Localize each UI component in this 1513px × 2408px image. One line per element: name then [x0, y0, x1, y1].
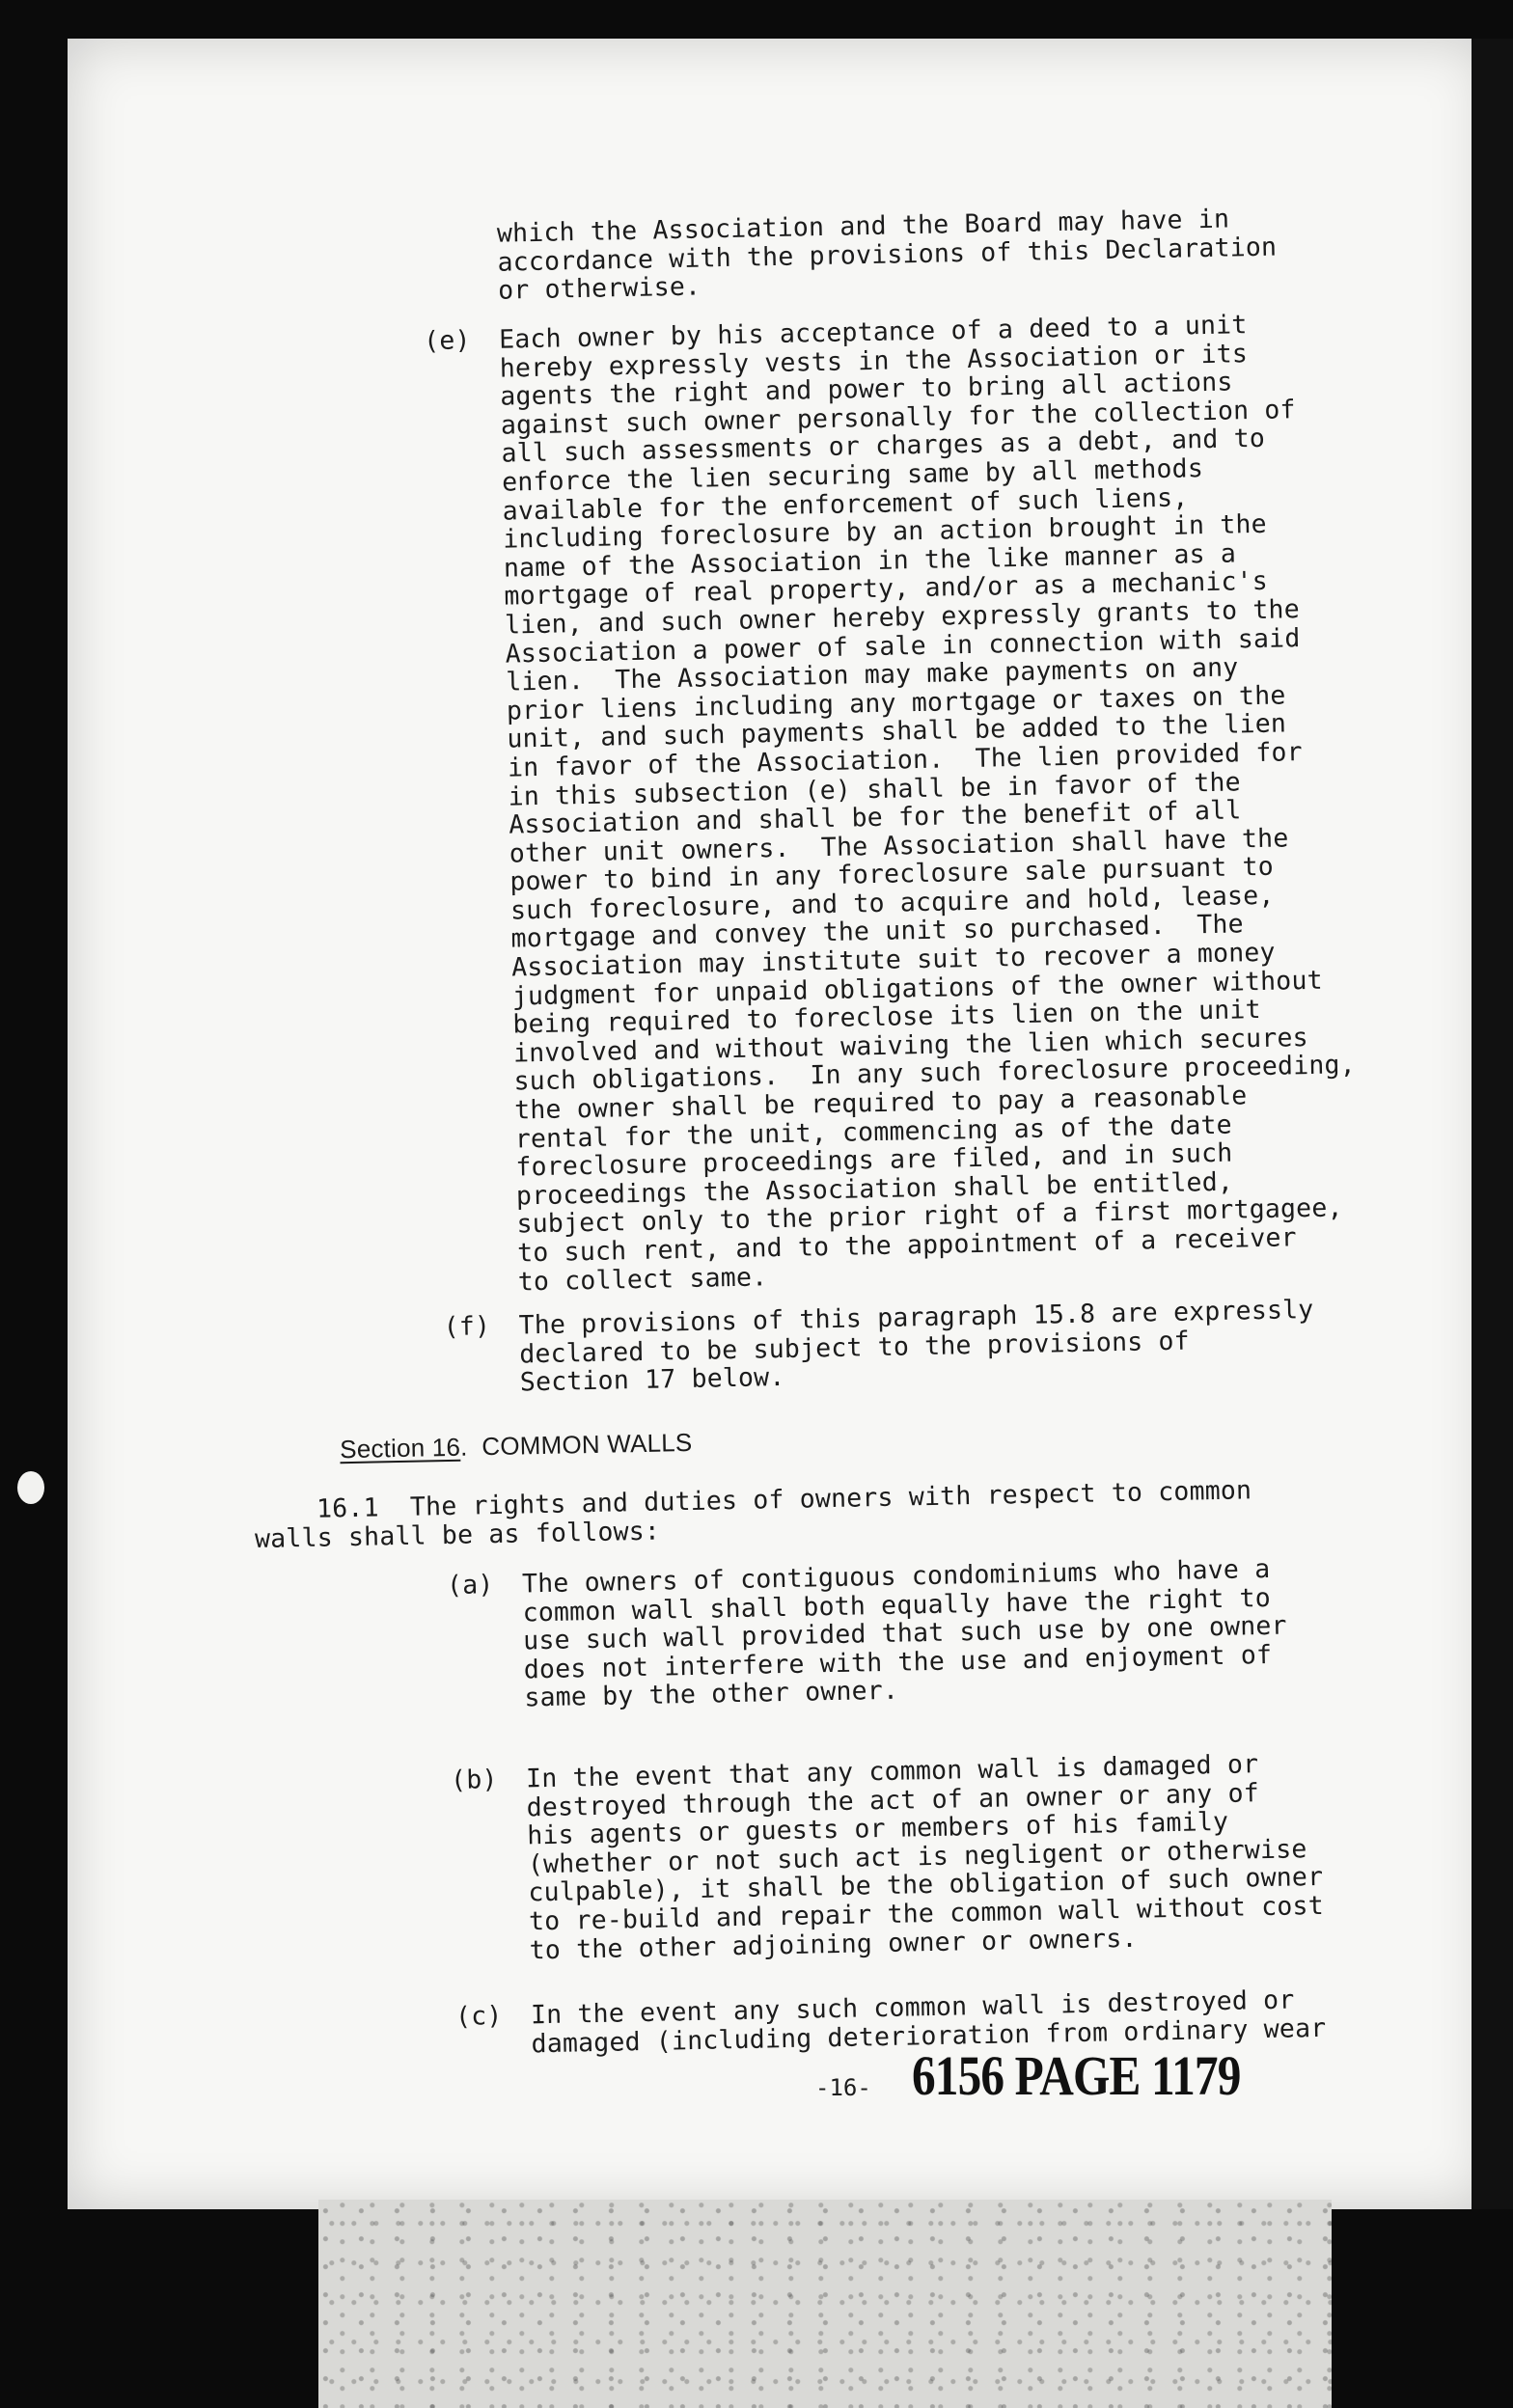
item-c-text: In the event any such common wall is destroyed or damaged (including deterioration from ordinary wear — [530, 1984, 1327, 2059]
item-c-label: (c) — [454, 2000, 503, 2032]
item-e-label: (e) — [423, 325, 471, 357]
item-a-label: (a) — [446, 1570, 494, 1601]
section-16-title: . COMMON WALLS — [459, 1427, 693, 1462]
carryover-paragraph: which the Association and the Board may have in accordance with the provisions of this Declaration or otherwise. — [496, 204, 1278, 306]
page-number: -16- — [815, 2074, 871, 2101]
paragraph-16-1: 16.1 The rights and duties of owners with respect to common walls shall be as follows: — [254, 1475, 1252, 1554]
section-16-number: Section 16 — [339, 1432, 461, 1464]
item-b-label: (b) — [450, 1765, 498, 1795]
item-a-text: The owners of contiguous condominiums who have a common wall shall both equally have the right to use such wall provided that such use by one owner does not interfere with the use and enjoyment of same by the other owner. — [521, 1553, 1287, 1713]
item-f-text: The provisions of this paragraph 15.8 are expressly declared to be subject to the provisions of Section 17 below. — [518, 1294, 1314, 1398]
section-16-heading — [340, 1429, 693, 1464]
item-e-text: Each owner by his acceptance of a deed to a unit hereby expressly vests in the Association or its agents the right and power to bring all actions against such owner personally for the collection of all such assessments or charges as a debt, and to enforce the lien securing same by all methods available for the enforcement of such liens, including foreclosure by an action brought in the name of the Association in the like manner as a mortgage of real property, and/or as a mechanic's lien, and such owner hereby expressly grants to the Association a power of sale in connection with said lien. The Association may make payments on any prior liens including any mortgage or taxes on the unit, and such payments shall be added to the lien in favor of the Association. The lien provided for in this subsection (e) shall be in favor of the Association and shall be for the benefit of all other unit owners. The Association shall have the power to bind in any foreclosure sale pursuant to such foreclosure, and to acquire and hold, lease, mortgage and convey the unit so purchased. The Association may institute suit to recover a money judgment for unpaid obligations of the owner without being required to foreclose its lien on the unit involved and without waiving the lien which secures such obligations. In any such foreclosure proceeding, the owner shall be required to pay a reasonable rental for the unit, commencing as of the date foreclosure proceedings are filed, and in such proceedings the Association shall be entitled, subject only to the prior right of a first mortgagee, to such rent, and to the appointment of a receiver to collect same. — [498, 310, 1357, 1298]
item-b-text: In the event that any common wall is damaged or destroyed through the act of an owner or any of his agents or guests or members of his family (whether or not such act is negligent or otherwise culpable), it shall be the obligation of such owner to re-build and repair the common wall without cost to the other adjoining owner or owners. — [525, 1749, 1325, 1965]
item-f-label: (f) — [443, 1311, 491, 1343]
book-page-stamp: 6156 PAGE 1179 — [912, 2044, 1241, 2107]
